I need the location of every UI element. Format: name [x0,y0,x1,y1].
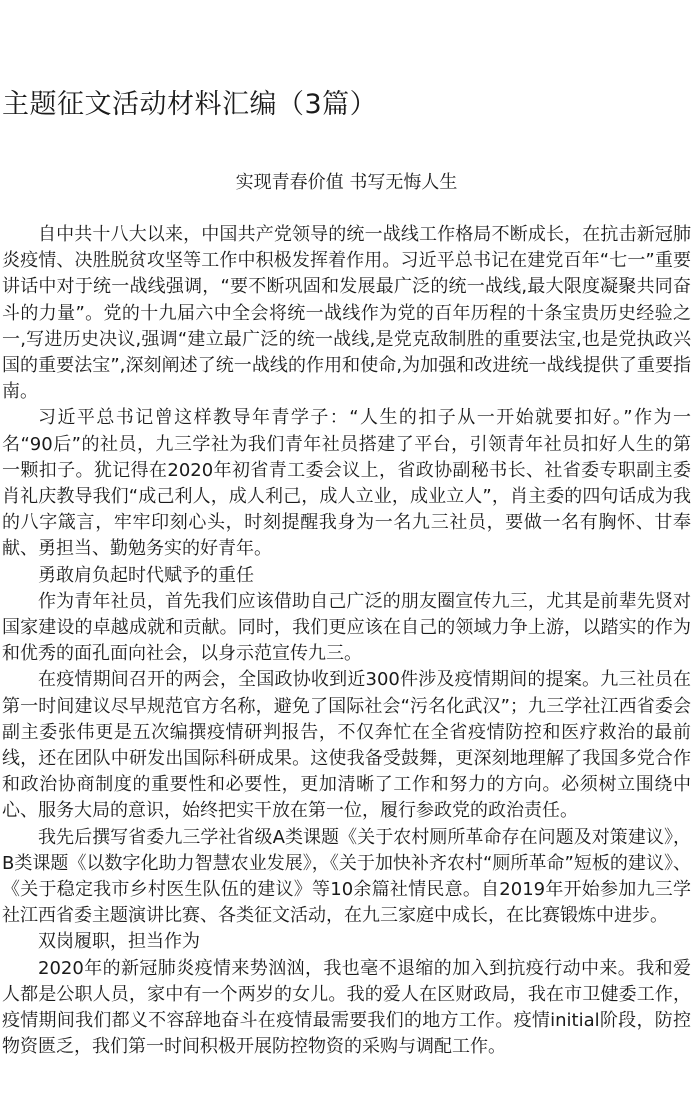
article-subtitle: 实现青春价值 书写无悔人生 [235,172,458,193]
paragraph: 在疫情期间召开的两会，全国政协收到近300件涉及疫情期间的提案。九三社员在第一时间建议尽早规范官方名称，避免了国际社会“污名化武汉”；九三学社江西省委会副主委张伟更是五次编撰疫情研判报告，不仅奔忙在全省疫情防控和医疗救治的最前线，还在团队中研发出国际科研成果。这使我备受鼓舞，更深刻地理解了我国多党合作和政治协商制度的重要性和必要性，更加清晰了工作和努力的方向。必须树立围绕中心、服务大局的意识，始终把实干放在第一位，履行参政党的政治责任。 [2,669,691,822]
paragraph: 作为青年社员，首先我们应该借助自己广泛的朋友圈宣传九三，尤其是前辈先贤对国家建设的卓越成就和贡献。同时，我们更应该在自己的领域力争上游，以踏实的作为和优秀的面孔面向社会，以身示范宣传九三。 [2,590,691,665]
section-heading: 勇敢肩负起时代赋予的重任 [38,564,254,586]
section-heading: 双岗履职，担当作为 [38,931,200,953]
paragraph: 2020年的新冠肺炎疫情来势汹汹，我也毫不退缩的加入到抗疫行动中来。我和爱人都是公职人员，家中有一个两岁的女儿。我的爱人在区财政局，我在市卫健委工作，疫情期间我们都义不容辞地奋斗在疫情最需要我们的地方工作。疫情initial阶段，防控物资匮乏，我们第一时间积极开展防控物资的采购与调配工作。 [2,957,691,1058]
paragraph: 自中共十八大以来，中国共产党领导的统一战线工作格局不断成长，在抗击新冠肺炎疫情、决胜脱贫攻坚等工作中积极发挥着作用。习近平总书记在建党百年“七一”重要讲话中对于统一战线强调，“要不断巩固和发展最广泛的统一战线,最大限度凝聚共同奋斗的力量”。党的十九届六中全会将统一战线作为党的百年历程的十条宝贵历史经验之一,写进历史决议,强调“建立最广泛的统一战线,是党克敌制胜的重要法宝,也是党执政兴国的重要法宝”,深刻阐述了统一战线的作用和使命,为加强和改进统一战线提供了重要指南。 [2,224,691,403]
paragraph: 我先后撰写省委九三学社省级A类课题《关于农村厕所革命存在问题及对策建议》，B类课题《以数字化助力智慧农业发展》，《关于加快补齐农村“厕所革命”短板的建议》、《关于稳定我市乡村医生队伍的建议》等10余篇社情民意。自2019年开始参加九三学社江西省委主题演讲比赛、各类征文活动，在九三家庭中成长，在比赛锻炼中进步。 [2,826,691,927]
document-title: 主题征文活动材料汇编（3篇） [2,89,378,120]
paragraph: 习近平总书记曾这样教导年青学子：“人生的扣子从一开始就要扣好。”作为一名“90后”的社员，九三学社为我们青年社员搭建了平台，引领青年社员扣好人生的第一颗扣子。犹记得在2020年初省青工委会议上，省政协副秘书长、社省委专职副主委肖礼庆教导我们“成己利人，成人利己，成人立业，成业立人”，肖主委的四句话成为我的八字箴言，牢牢印刻心头，时刻提醒我身为一名九三社员，要做一名有胸怀、甘奉献、勇担当、勤勉务实的好青年。 [2,407,691,560]
article-body [2,222,691,1061]
